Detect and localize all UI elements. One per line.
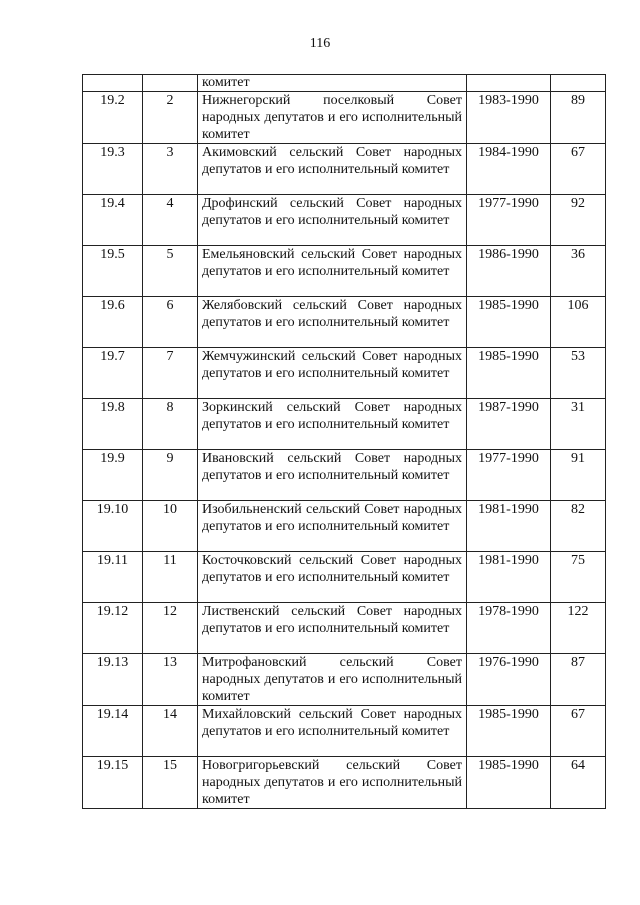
fund-name-cell: Митрофановский сельский Совет народных депутатов и его исполнительный комитет	[198, 654, 467, 706]
years-cell	[467, 75, 551, 92]
fund-name-cell: Нижнегорский поселковый Совет народных депутатов и его исполнительный комитет	[198, 92, 467, 144]
years-cell: 1985-1990	[467, 706, 551, 757]
fund-name-cell: Зоркинский сельский Совет народных депутатов и его исполнительный комитет	[198, 399, 467, 450]
table-row	[83, 450, 606, 501]
number-cell: 10	[143, 501, 198, 552]
code-cell: 19.7	[83, 348, 143, 399]
number-cell: 14	[143, 706, 198, 757]
count-cell: 92	[551, 195, 606, 246]
fund-name-cell: Желябовский сельский Совет народных депутатов и его исполнительный комитет	[198, 297, 467, 348]
archive-fund-table	[82, 74, 606, 809]
code-cell: 19.10	[83, 501, 143, 552]
fund-name-cell: Лиственский сельский Совет народных депутатов и его исполнительный комитет	[198, 603, 467, 654]
count-cell: 67	[551, 144, 606, 195]
code-cell: 19.15	[83, 757, 143, 809]
number-cell: 3	[143, 144, 198, 195]
fund-name-cell: комитет	[198, 75, 467, 92]
table-row	[83, 552, 606, 603]
count-cell: 89	[551, 92, 606, 144]
years-cell: 1983-1990	[467, 92, 551, 144]
table-row	[83, 92, 606, 144]
years-cell: 1978-1990	[467, 603, 551, 654]
years-cell: 1981-1990	[467, 552, 551, 603]
count-cell: 53	[551, 348, 606, 399]
table-row	[83, 706, 606, 757]
code-cell: 19.14	[83, 706, 143, 757]
code-cell: 19.9	[83, 450, 143, 501]
count-cell	[551, 75, 606, 92]
count-cell: 122	[551, 603, 606, 654]
years-cell: 1977-1990	[467, 450, 551, 501]
years-cell: 1976-1990	[467, 654, 551, 706]
number-cell: 6	[143, 297, 198, 348]
code-cell: 19.11	[83, 552, 143, 603]
page-number: 116	[309, 36, 331, 51]
number-cell: 12	[143, 603, 198, 654]
code-cell: 19.13	[83, 654, 143, 706]
number-cell: 7	[143, 348, 198, 399]
table-row	[83, 297, 606, 348]
code-cell: 19.8	[83, 399, 143, 450]
count-cell: 106	[551, 297, 606, 348]
code-cell	[83, 75, 143, 92]
years-cell: 1985-1990	[467, 757, 551, 809]
fund-name-cell: Михайловский сельский Совет народных депутатов и его исполнительный комитет	[198, 706, 467, 757]
continued-row	[83, 75, 606, 92]
count-cell: 87	[551, 654, 606, 706]
table-row	[83, 757, 606, 809]
code-cell: 19.12	[83, 603, 143, 654]
fund-name-cell: Жемчужинский сельский Совет народных депутатов и его исполнительный комитет	[198, 348, 467, 399]
table-row	[83, 348, 606, 399]
count-cell: 75	[551, 552, 606, 603]
fund-name-cell: Ивановский сельский Совет народных депутатов и его исполнительный комитет	[198, 450, 467, 501]
number-cell: 15	[143, 757, 198, 809]
table-row	[83, 246, 606, 297]
code-cell: 19.3	[83, 144, 143, 195]
fund-name-cell: Новогригорьевский сельский Совет народных депутатов и его исполнительный комитет	[198, 757, 467, 809]
years-cell: 1986-1990	[467, 246, 551, 297]
fund-name-cell: Дрофинский сельский Совет народных депутатов и его исполнительный комитет	[198, 195, 467, 246]
code-cell: 19.2	[83, 92, 143, 144]
count-cell: 36	[551, 246, 606, 297]
fund-name-cell: Акимовский сельский Совет народных депутатов и его исполнительный комитет	[198, 144, 467, 195]
table-row	[83, 603, 606, 654]
number-cell: 11	[143, 552, 198, 603]
years-cell: 1977-1990	[467, 195, 551, 246]
number-cell	[143, 75, 198, 92]
code-cell: 19.5	[83, 246, 143, 297]
table-row	[83, 195, 606, 246]
number-cell: 4	[143, 195, 198, 246]
table-row	[83, 144, 606, 195]
number-cell: 13	[143, 654, 198, 706]
fund-name-cell: Емельяновский сельский Совет народных депутатов и его исполнительный комитет	[198, 246, 467, 297]
count-cell: 31	[551, 399, 606, 450]
table-row	[83, 501, 606, 552]
years-cell: 1984-1990	[467, 144, 551, 195]
code-cell: 19.6	[83, 297, 143, 348]
number-cell: 9	[143, 450, 198, 501]
count-cell: 64	[551, 757, 606, 809]
years-cell: 1985-1990	[467, 348, 551, 399]
fund-name-cell: Изобильненский сельский Совет народных депутатов и его исполнительный комитет	[198, 501, 467, 552]
count-cell: 91	[551, 450, 606, 501]
years-cell: 1987-1990	[467, 399, 551, 450]
number-cell: 8	[143, 399, 198, 450]
years-cell: 1985-1990	[467, 297, 551, 348]
table-row	[83, 399, 606, 450]
table-row	[83, 654, 606, 706]
count-cell: 82	[551, 501, 606, 552]
years-cell: 1981-1990	[467, 501, 551, 552]
number-cell: 2	[143, 92, 198, 144]
count-cell: 67	[551, 706, 606, 757]
number-cell: 5	[143, 246, 198, 297]
fund-name-cell: Косточковский сельский Совет народных депутатов и его исполнительный комитет	[198, 552, 467, 603]
code-cell: 19.4	[83, 195, 143, 246]
